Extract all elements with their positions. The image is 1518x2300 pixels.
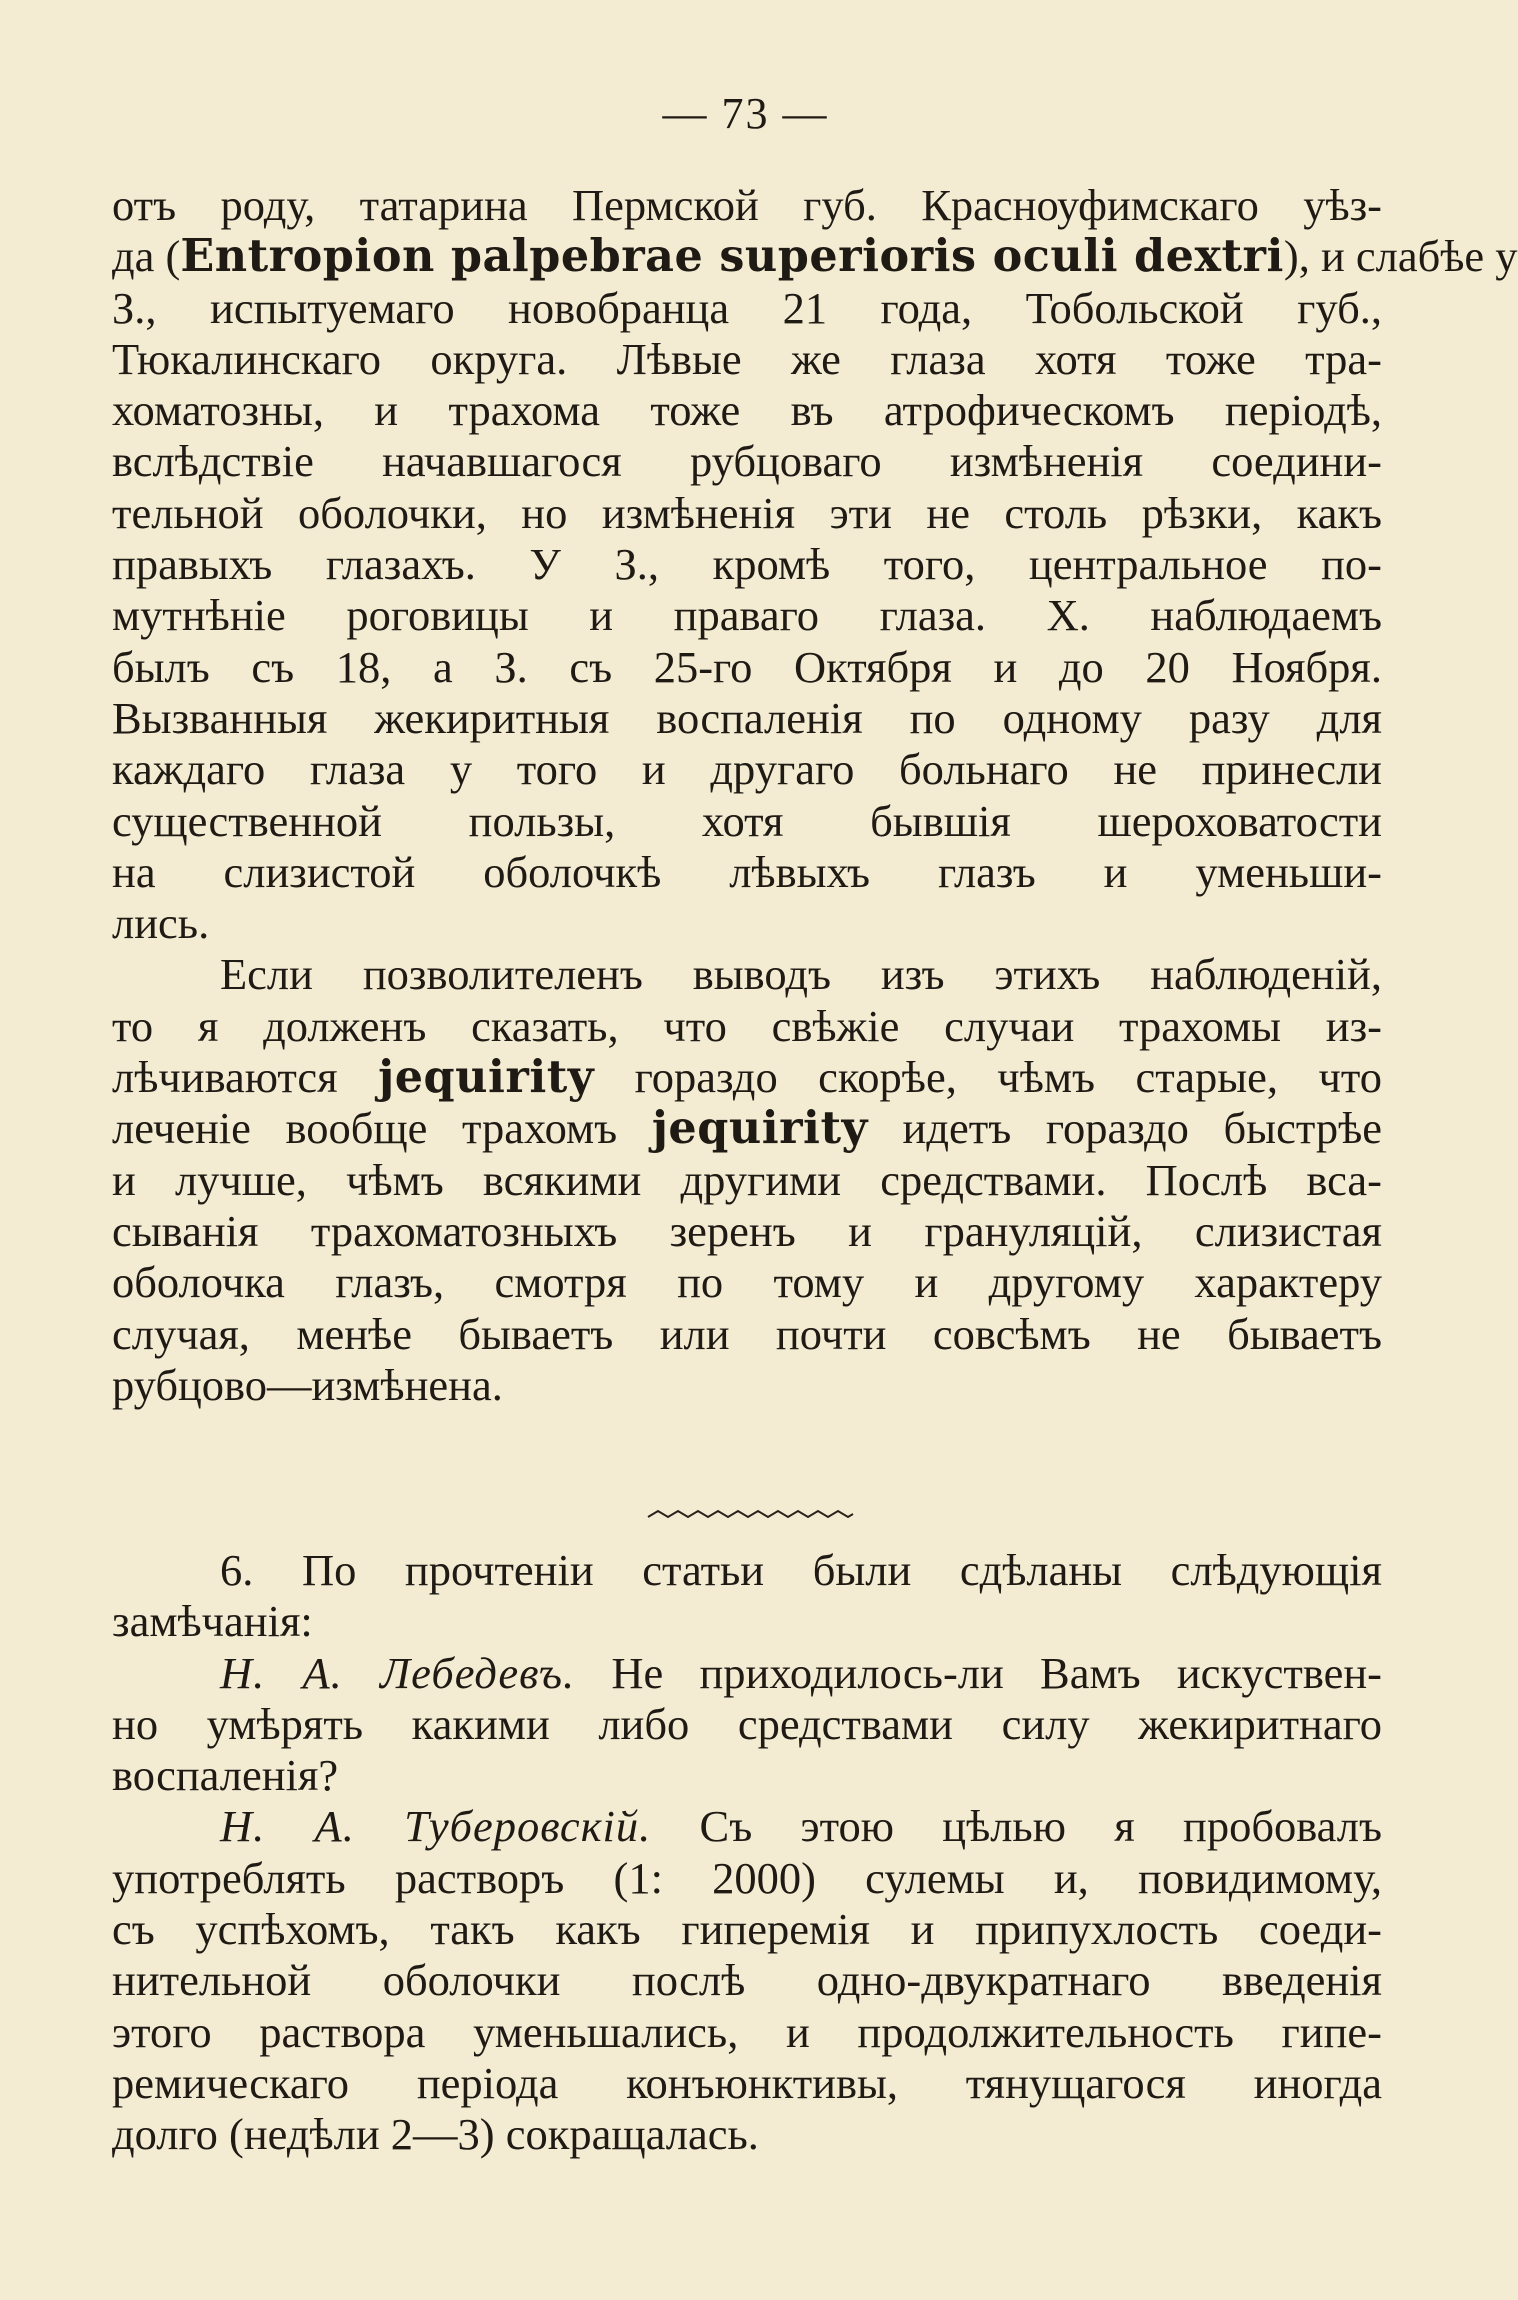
text-line: существенной пользы, хотя бывшія шероховатости	[112, 795, 1382, 846]
text-line: замѣчанія:	[112, 1596, 313, 1647]
text-line: съ успѣхомъ, такъ какъ гиперемія и припухлость соеди-	[112, 1904, 1382, 1955]
text-fragment: леченіе вообще трахомъ	[112, 1103, 652, 1154]
text-line: воспаленія?	[112, 1750, 339, 1801]
text-line	[112, 1103, 1382, 1154]
text-line: и лучше, чѣмъ всякими другими средствами. Послѣ вса-	[112, 1154, 1382, 1205]
text-line: отъ роду, татарина Пермской губ. Красноуфимскаго уѣз-	[112, 180, 1382, 230]
latin-term: jequirity	[651, 1102, 868, 1155]
text-fragment: Не приходилось-ли Вамъ искуствен-	[575, 1647, 1382, 1698]
text-line: каждаго глаза у того и другаго больнаго не принесли	[112, 744, 1382, 795]
wavy-divider-ornament	[648, 1504, 853, 1524]
text-line: тельной оболочки, но измѣненія эти не столь рѣзки, какъ	[112, 487, 1382, 538]
text-fragment: гораздо скорѣе, чѣмъ старые, что	[594, 1052, 1382, 1103]
paragraph-case-report	[112, 180, 1518, 1411]
text-line: Если позволителенъ выводъ изъ этихъ наблюденій,	[220, 949, 1382, 1000]
text-line: 6. По прочтеніи статьи были сдѣланы слѣдующія	[220, 1545, 1382, 1595]
text-line	[112, 1052, 1382, 1103]
text-line: долго (недѣли 2—3) сокращалась.	[112, 2109, 759, 2160]
text-fragment: идетъ гораздо быстрѣе	[867, 1103, 1382, 1154]
text-line: Вызванныя жекиритныя воспаленія по одному разу для	[112, 692, 1382, 743]
text-line: случая, менѣе бываетъ или почти совсѣмъ не бываетъ	[112, 1308, 1382, 1359]
text-line: этого раствора уменьшались, и продолжительность гипе-	[112, 2006, 1382, 2057]
text-line: нительной оболочки послѣ одно-двукратнаго введенія	[112, 1955, 1382, 2006]
speaker-name: Н. А. Туберовскій.	[220, 1801, 652, 1852]
latin-term: jequirity	[378, 1051, 595, 1104]
text-fragment: да (	[112, 231, 181, 282]
latin-diagnosis: Entropion palpebrae superioris oculi dextri	[180, 230, 1284, 283]
text-line: ремическаго періода конъюнктивы, тянущагося иногда	[112, 2057, 1382, 2108]
text-line: сыванія трахоматозныхъ зеренъ и грануляцій, слизистая	[112, 1205, 1382, 1256]
text-line: лись.	[112, 898, 210, 949]
text-fragment: Съ этою цѣлью я пробовалъ	[651, 1801, 1383, 1852]
text-line: З., испытуемаго новобранца 21 года, Тобольской губ.,	[112, 282, 1382, 333]
text-line	[112, 230, 1518, 283]
text-line: употреблять растворъ (1: 2000) сулемы и, повидимому,	[112, 1852, 1382, 1903]
speaker-name: Н. А. Лебедевъ.	[220, 1647, 576, 1698]
text-fragment: лѣчиваются	[112, 1052, 379, 1103]
text-line	[112, 1801, 1382, 1852]
text-line: Тюкалинскаго округа. Лѣвые же глаза хотя тоже тра-	[112, 333, 1382, 384]
text-line: былъ съ 18, а З. съ 25-го Октября и до 20 Ноября.	[112, 641, 1382, 692]
text-line: мутнѣніе роговицы и праваго глаза. Х. наблюдаемъ	[112, 590, 1382, 641]
text-line: правыхъ глазахъ. У З., кромѣ того, центральное по-	[112, 539, 1382, 590]
text-line	[112, 1648, 1382, 1699]
text-line: но умѣрять какими либо средствами силу жекиритнаго	[112, 1698, 1382, 1749]
page-number: — 73 —	[662, 89, 829, 138]
text-line: оболочка глазъ, смотря по тому и другому характеру	[112, 1257, 1382, 1308]
text-line: вслѣдствіе начавшагося рубцоваго измѣненія соедини-	[112, 436, 1382, 487]
text-line: хоматозны, и трахома тоже въ атрофическомъ періодѣ,	[112, 385, 1382, 436]
text-line: на слизистой оболочкѣ лѣвыхъ глазъ и уменьши-	[112, 846, 1382, 897]
text-line: рубцово—измѣнена.	[112, 1359, 503, 1410]
paragraph-discussion	[112, 1545, 1382, 2161]
text-line: то я долженъ сказать, что свѣжіе случаи трахомы из-	[112, 1000, 1382, 1051]
text-fragment: ), и слабѣе у	[1283, 231, 1518, 282]
